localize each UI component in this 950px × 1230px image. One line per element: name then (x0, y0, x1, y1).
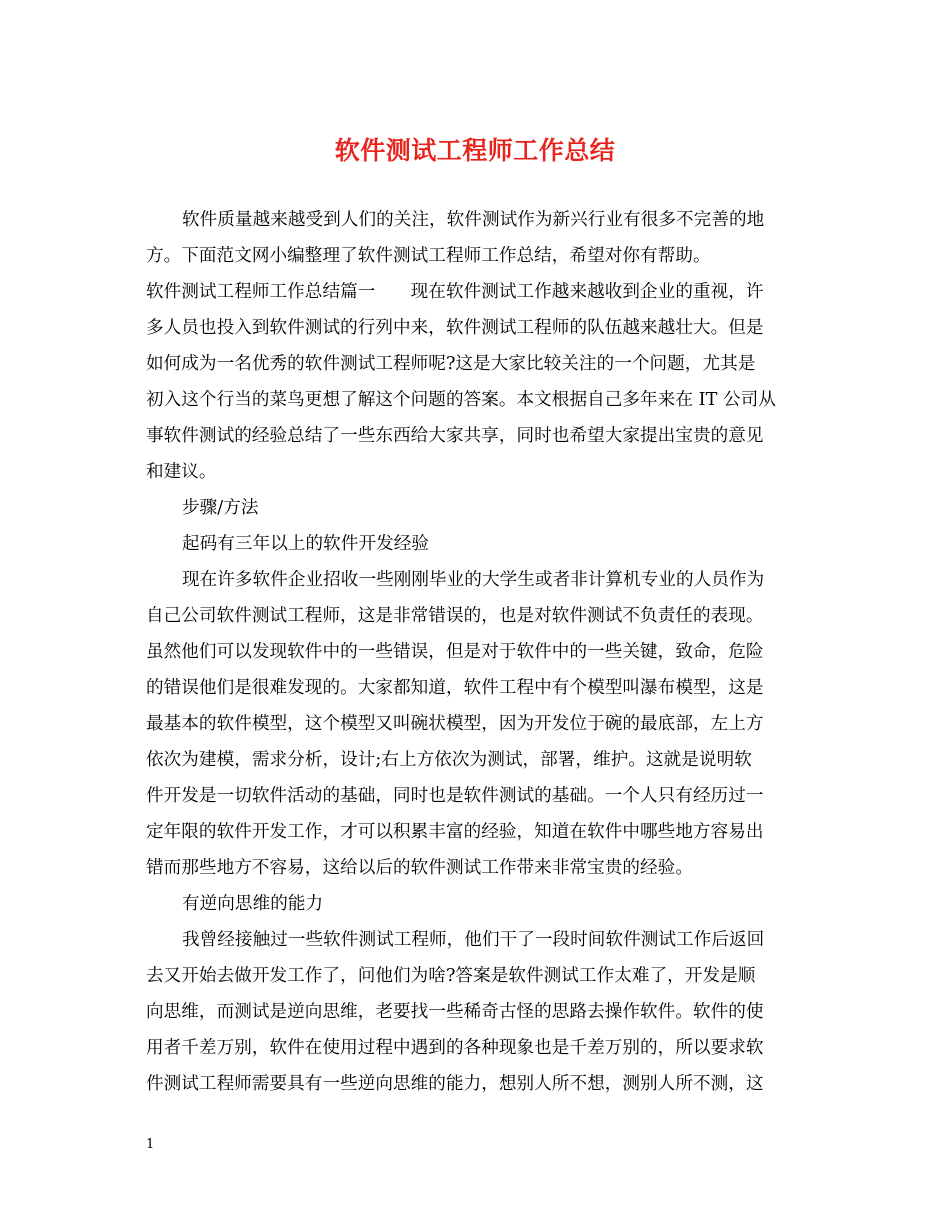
experience-line-6: 依次为建模，需求分析，设计;右上方依次为测试，部署，维护。这就是说明软 (146, 750, 752, 770)
section-line-1: 软件测试工程师工作总结篇一 现在软件测试工作越来越收到企业的重视，许 (146, 282, 764, 302)
reverse-line-2: 去又开始去做开发工作了，问他们为啥?答案是软件测试工作太难了，开发是顺 (146, 966, 756, 986)
page-number: 1 (146, 1137, 155, 1152)
intro-line-2: 方。下面范文网小编整理了软件测试工程师工作总结，希望对你有帮助。 (146, 246, 711, 266)
experience-line-7: 件开发是一切软件活动的基础，同时也是软件测试的基础。一个人只有经历过一 (146, 786, 764, 806)
section-line-3: 如何成为一名优秀的软件测试工程师呢?这是大家比较关注的一个问题，尤其是 (146, 354, 756, 374)
experience-line-3: 虽然他们可以发现软件中的一些错误，但是对于软件中的一些关键，致命，危险 (146, 642, 764, 662)
section-line-5: 事软件测试的经验总结了一些东西给大家共享，同时也希望大家提出宝贵的意见 (146, 426, 764, 446)
steps-heading: 步骤/方法 (182, 498, 259, 518)
experience-line-2: 自己公司软件测试工程师，这是非常错误的，也是对软件测试不负责任的表现。 (146, 606, 764, 626)
experience-line-4: 的错误他们是很难发现的。大家都知道，软件工程中有个模型叫瀑布模型，这是 (146, 678, 764, 698)
document-title: 软件测试工程师工作总结 (334, 136, 616, 165)
subheading-experience: 起码有三年以上的软件开发经验 (182, 534, 430, 554)
section-line-6: 和建议。 (146, 462, 217, 482)
experience-line-9: 错而那些地方不容易，这给以后的软件测试工作带来非常宝贵的经验。 (146, 858, 693, 878)
reverse-line-1: 我曾经接触过一些软件测试工程师，他们干了一段时间软件测试工作后返回 (182, 930, 765, 950)
experience-line-1: 现在许多软件企业招收一些刚刚毕业的大学生或者非计算机专业的人员作为 (182, 570, 765, 590)
intro-line-1: 软件质量越来越受到人们的关注，软件测试作为新兴行业有很多不完善的地 (182, 210, 765, 230)
reverse-line-3: 向思维，而测试是逆向思维，老要找一些稀奇古怪的思路去操作软件。软件的使 (146, 1002, 764, 1022)
subheading-reverse-thinking: 有逆向思维的能力 (182, 894, 324, 914)
reverse-line-4: 用者千差万别，软件在使用过程中遇到的各种现象也是千差万别的，所以要求软 (146, 1038, 764, 1058)
experience-line-8: 定年限的软件开发工作，才可以积累丰富的经验，知道在软件中哪些地方容易出 (146, 822, 764, 842)
reverse-line-5: 件测试工程师需要具有一些逆向思维的能力，想别人所不想，测别人所不测，这 (146, 1074, 764, 1094)
section-line-4: 初入这个行当的菜鸟更想了解这个问题的答案。本文根据自己多年来在 IT 公司从 (146, 390, 776, 410)
experience-line-5: 最基本的软件模型，这个模型又叫碗状模型，因为开发位于碗的最底部，左上方 (146, 714, 764, 734)
section-line-2: 多人员也投入到软件测试的行列中来，软件测试工程师的队伍越来越壮大。但是 (146, 318, 764, 338)
